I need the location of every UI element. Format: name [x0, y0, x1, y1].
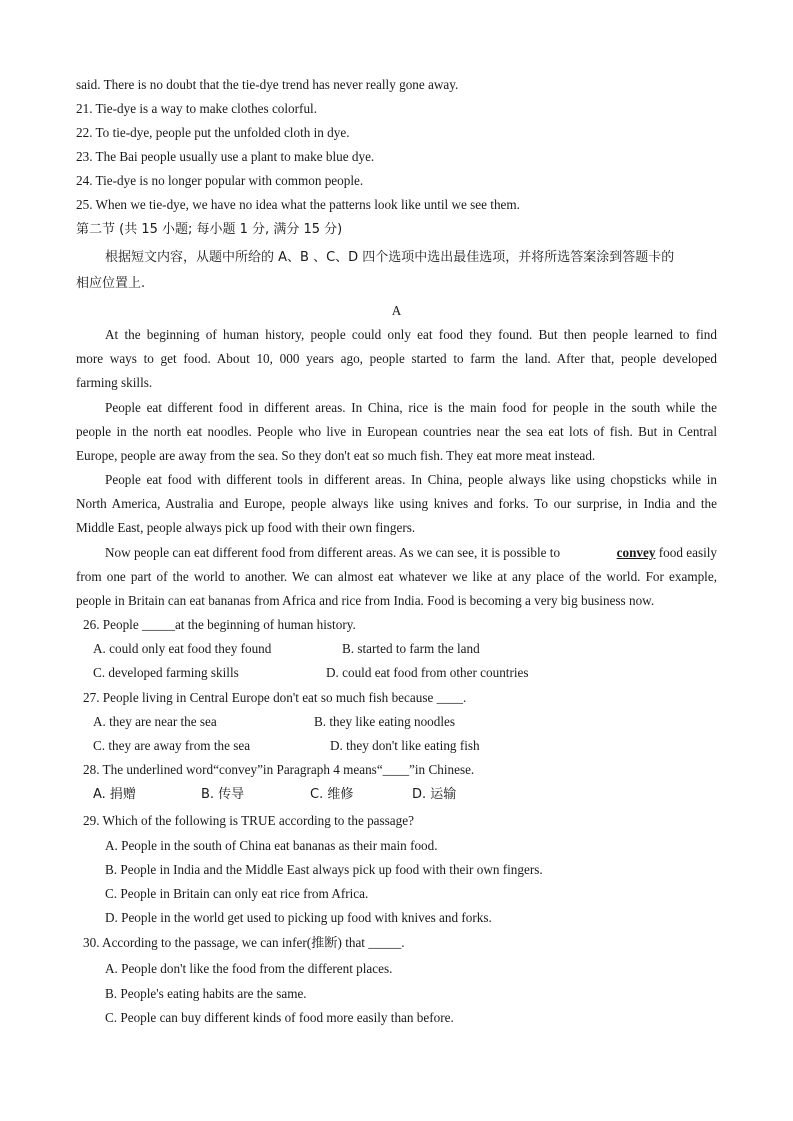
paragraph-3-line-1: People eat food with different tools in different areas. In China, people always like using chopsticks while in [105, 472, 717, 487]
instruction-line-2: 相应位置上. [76, 276, 146, 291]
tf-lead-text: said. There is no doubt that the tie-dye trend has never really gone away. [76, 77, 459, 92]
underlined-word-convey: convey [616, 545, 656, 560]
tf-item-22: 22. To tie-dye, people put the unfolded cloth in dye. [76, 125, 350, 140]
question-26-option-a[interactable]: A. could only eat food they found [93, 641, 272, 656]
question-28-option-a[interactable]: A. 捐赠 [93, 787, 136, 802]
section-heading: 第二节 (共 15 小题; 每小题 1 分, 满分 15 分) [76, 222, 343, 237]
paragraph-4-line-1 [105, 545, 717, 561]
question-27-option-a[interactable]: A. they are near the sea [93, 714, 217, 729]
paragraph-1-line-2: more ways to get food. About 10, 000 years ago, people started to farm the land. After that, people developed [76, 351, 717, 366]
question-29-stem: 29. Which of the following is TRUE according to the passage? [83, 813, 414, 828]
question-28-stem: 28. The underlined word“convey”in Paragraph 4 means“____”in Chinese. [83, 762, 475, 777]
question-28-option-c[interactable]: C. 维修 [310, 787, 354, 802]
paragraph-2-line-2: people in the north eat noodles. People who live in European countries near the sea eat lots of fish. But in Central [76, 424, 717, 439]
question-26-option-d[interactable]: D. could eat food from other countries [326, 665, 529, 680]
question-30-stem: 30. According to the passage, we can infer(推断) that _____. [83, 935, 405, 950]
question-27-option-b[interactable]: B. they like eating noodles [314, 714, 456, 729]
tf-item-21: 21. Tie-dye is a way to make clothes colorful. [76, 101, 317, 116]
question-28-option-d[interactable]: D. 运输 [412, 787, 457, 802]
question-26-option-c[interactable]: C. developed farming skills [93, 665, 239, 680]
tf-item-25: 25. When we tie-dye, we have no idea what the patterns look like until we see them. [76, 197, 520, 212]
paragraph-2-line-1: People eat different food in different areas. In China, rice is the main food for people in the south while the [105, 400, 717, 415]
instruction-line-1: 根据短文内容，从题中所给的 A、B 、C、D 四个选项中选出最佳选项，并将所选答案涂到答题卡的 [105, 250, 675, 265]
question-28-option-b[interactable]: B. 传导 [201, 787, 245, 802]
paragraph-4-line-2: from one part of the world to another. We can almost eat whatever we like at any place of the world. For example, [76, 569, 717, 584]
paragraph-2-line-3: Europe, people are away from the sea. So they don't eat so much fish. They eat more meat instead. [76, 448, 596, 463]
question-29-option-d[interactable]: D. People in the world get used to picking up food with knives and forks. [105, 910, 492, 925]
question-30-option-b[interactable]: B. People's eating habits are the same. [105, 986, 307, 1001]
question-30-option-c[interactable]: C. People can buy different kinds of food more easily than before. [105, 1010, 454, 1025]
paragraph-4-line-3: people in Britain can eat bananas from Africa and rice from India. Food is becoming a very big business now. [76, 593, 655, 608]
question-29-option-c[interactable]: C. People in Britain can only eat rice from Africa. [105, 886, 369, 901]
paragraph-4-tail [617, 545, 717, 561]
question-30-option-a[interactable]: A. People don't like the food from the different places. [105, 961, 393, 976]
paragraph-3-line-2: North America, Australia and Europe, people always like using knives and forks. To our surprise, in India and the [76, 496, 717, 511]
question-26-stem: 26. People _____at the beginning of human history. [83, 617, 356, 632]
paragraph-1-line-1: At the beginning of human history, people could only eat food they found. But then people learned to find [105, 327, 717, 342]
tf-item-24: 24. Tie-dye is no longer popular with common people. [76, 173, 364, 188]
question-26-option-b[interactable]: B. started to farm the land [342, 641, 480, 656]
question-27-stem: 27. People living in Central Europe don't eat so much fish because ____. [83, 690, 467, 705]
question-29-option-b[interactable]: B. People in India and the Middle East always pick up food with their own fingers. [105, 862, 543, 877]
tf-item-23: 23. The Bai people usually use a plant to make blue dye. [76, 149, 375, 164]
passage-label: A [391, 303, 402, 318]
paragraph-1-line-3: farming skills. [76, 375, 153, 390]
question-29-option-a[interactable]: A. People in the south of China eat bananas as their main food. [105, 838, 438, 853]
paragraph-4-text-before: Now people can eat different food from different areas. As we can see, it is possible to [105, 545, 561, 560]
paragraph-4-text-after: food easily [658, 545, 717, 560]
paragraph-3-line-3: Middle East, people always pick up food with their own fingers. [76, 520, 416, 535]
question-27-option-d[interactable]: D. they don't like eating fish [330, 738, 480, 753]
question-27-option-c[interactable]: C. they are away from the sea [93, 738, 251, 753]
